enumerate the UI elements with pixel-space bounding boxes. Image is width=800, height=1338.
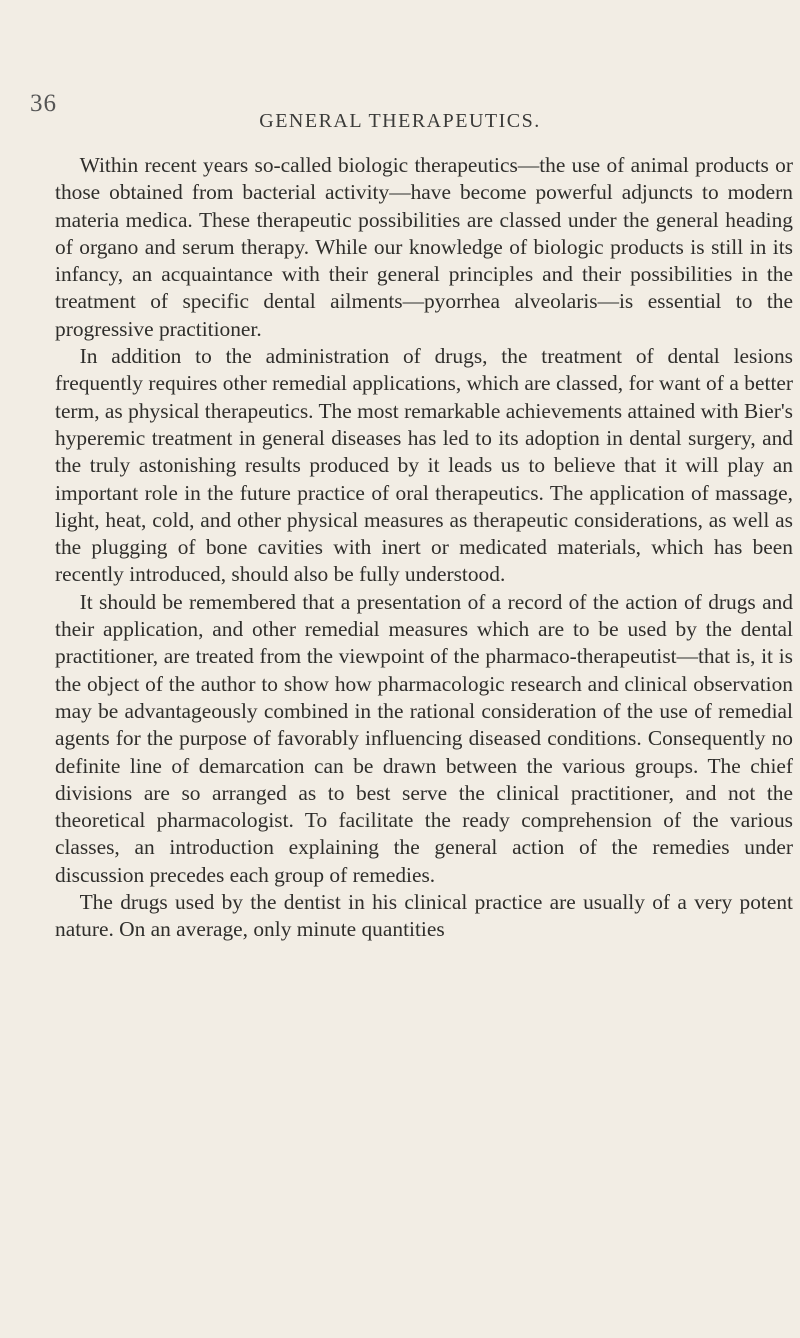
running-head: GENERAL THERAPEUTICS.: [259, 110, 541, 132]
paragraph-drug-potency: The drugs used by the dentist in his clinical practice are usually of a very potent nature. On an average, only minute quantities: [55, 890, 793, 942]
paragraph-physical-therapeutics: In addition to the administration of drugs, the treatment of dental lesions frequently requires other remedial applications, which are classed, for want of a better term, as physical therapeutics. The most remarkable achievements attained with Bier's hyperemic treatment in general diseases has led to its adoption in dental surgery, and the truly astonishing results produced by it leads us to believe that it will play an important role in the future practice of oral therapeutics. The application of massage, light, heat, cold, and other physical measures as therapeutic considerations, as well as the plugging of bone cavities with inert or medicated materials, which has been recently introduced, should also be fully understood.: [55, 344, 793, 587]
page-header: [0, 90, 800, 130]
paragraph-pharmaco-therapeutist: It should be remembered that a presentation of a record of the action of drugs and their application, and other remedial measures which are to be used by the dental practitioner, are treated from the viewpoint of the pharmaco-therapeutist—that is, it is the object of the author to show how pharmacologic research and clinical observation may be advantageously combined in the rational consideration of the use of remedial agents for the purpose of favorably influencing diseased conditions. Consequently no definite line of demarcation can be drawn between the various groups. The chief divisions are so arranged as to best serve the clinical practitioner, and not the theoretical pharmacologist. To facilitate the ready comprehension of the various classes, an introduction explaining the general action of the remedies under discussion precedes each group of remedies.: [55, 589, 793, 887]
body-text: [55, 152, 793, 944]
page-number: 36: [30, 90, 57, 117]
paragraph-biologic-therapeutics: Within recent years so-called biologic therapeutics—the use of animal products or those obtained from bacterial activity—have become powerful adjuncts to modern materia medica. These therapeutic possibilities are classed under the general heading of organo and serum therapy. While our knowledge of biologic products is still in its infancy, an acquaintance with their general principles and their possibilities in the treatment of specific dental ailments—pyorrhea alveolaris—is essential to the progressive practitioner.: [55, 153, 793, 341]
